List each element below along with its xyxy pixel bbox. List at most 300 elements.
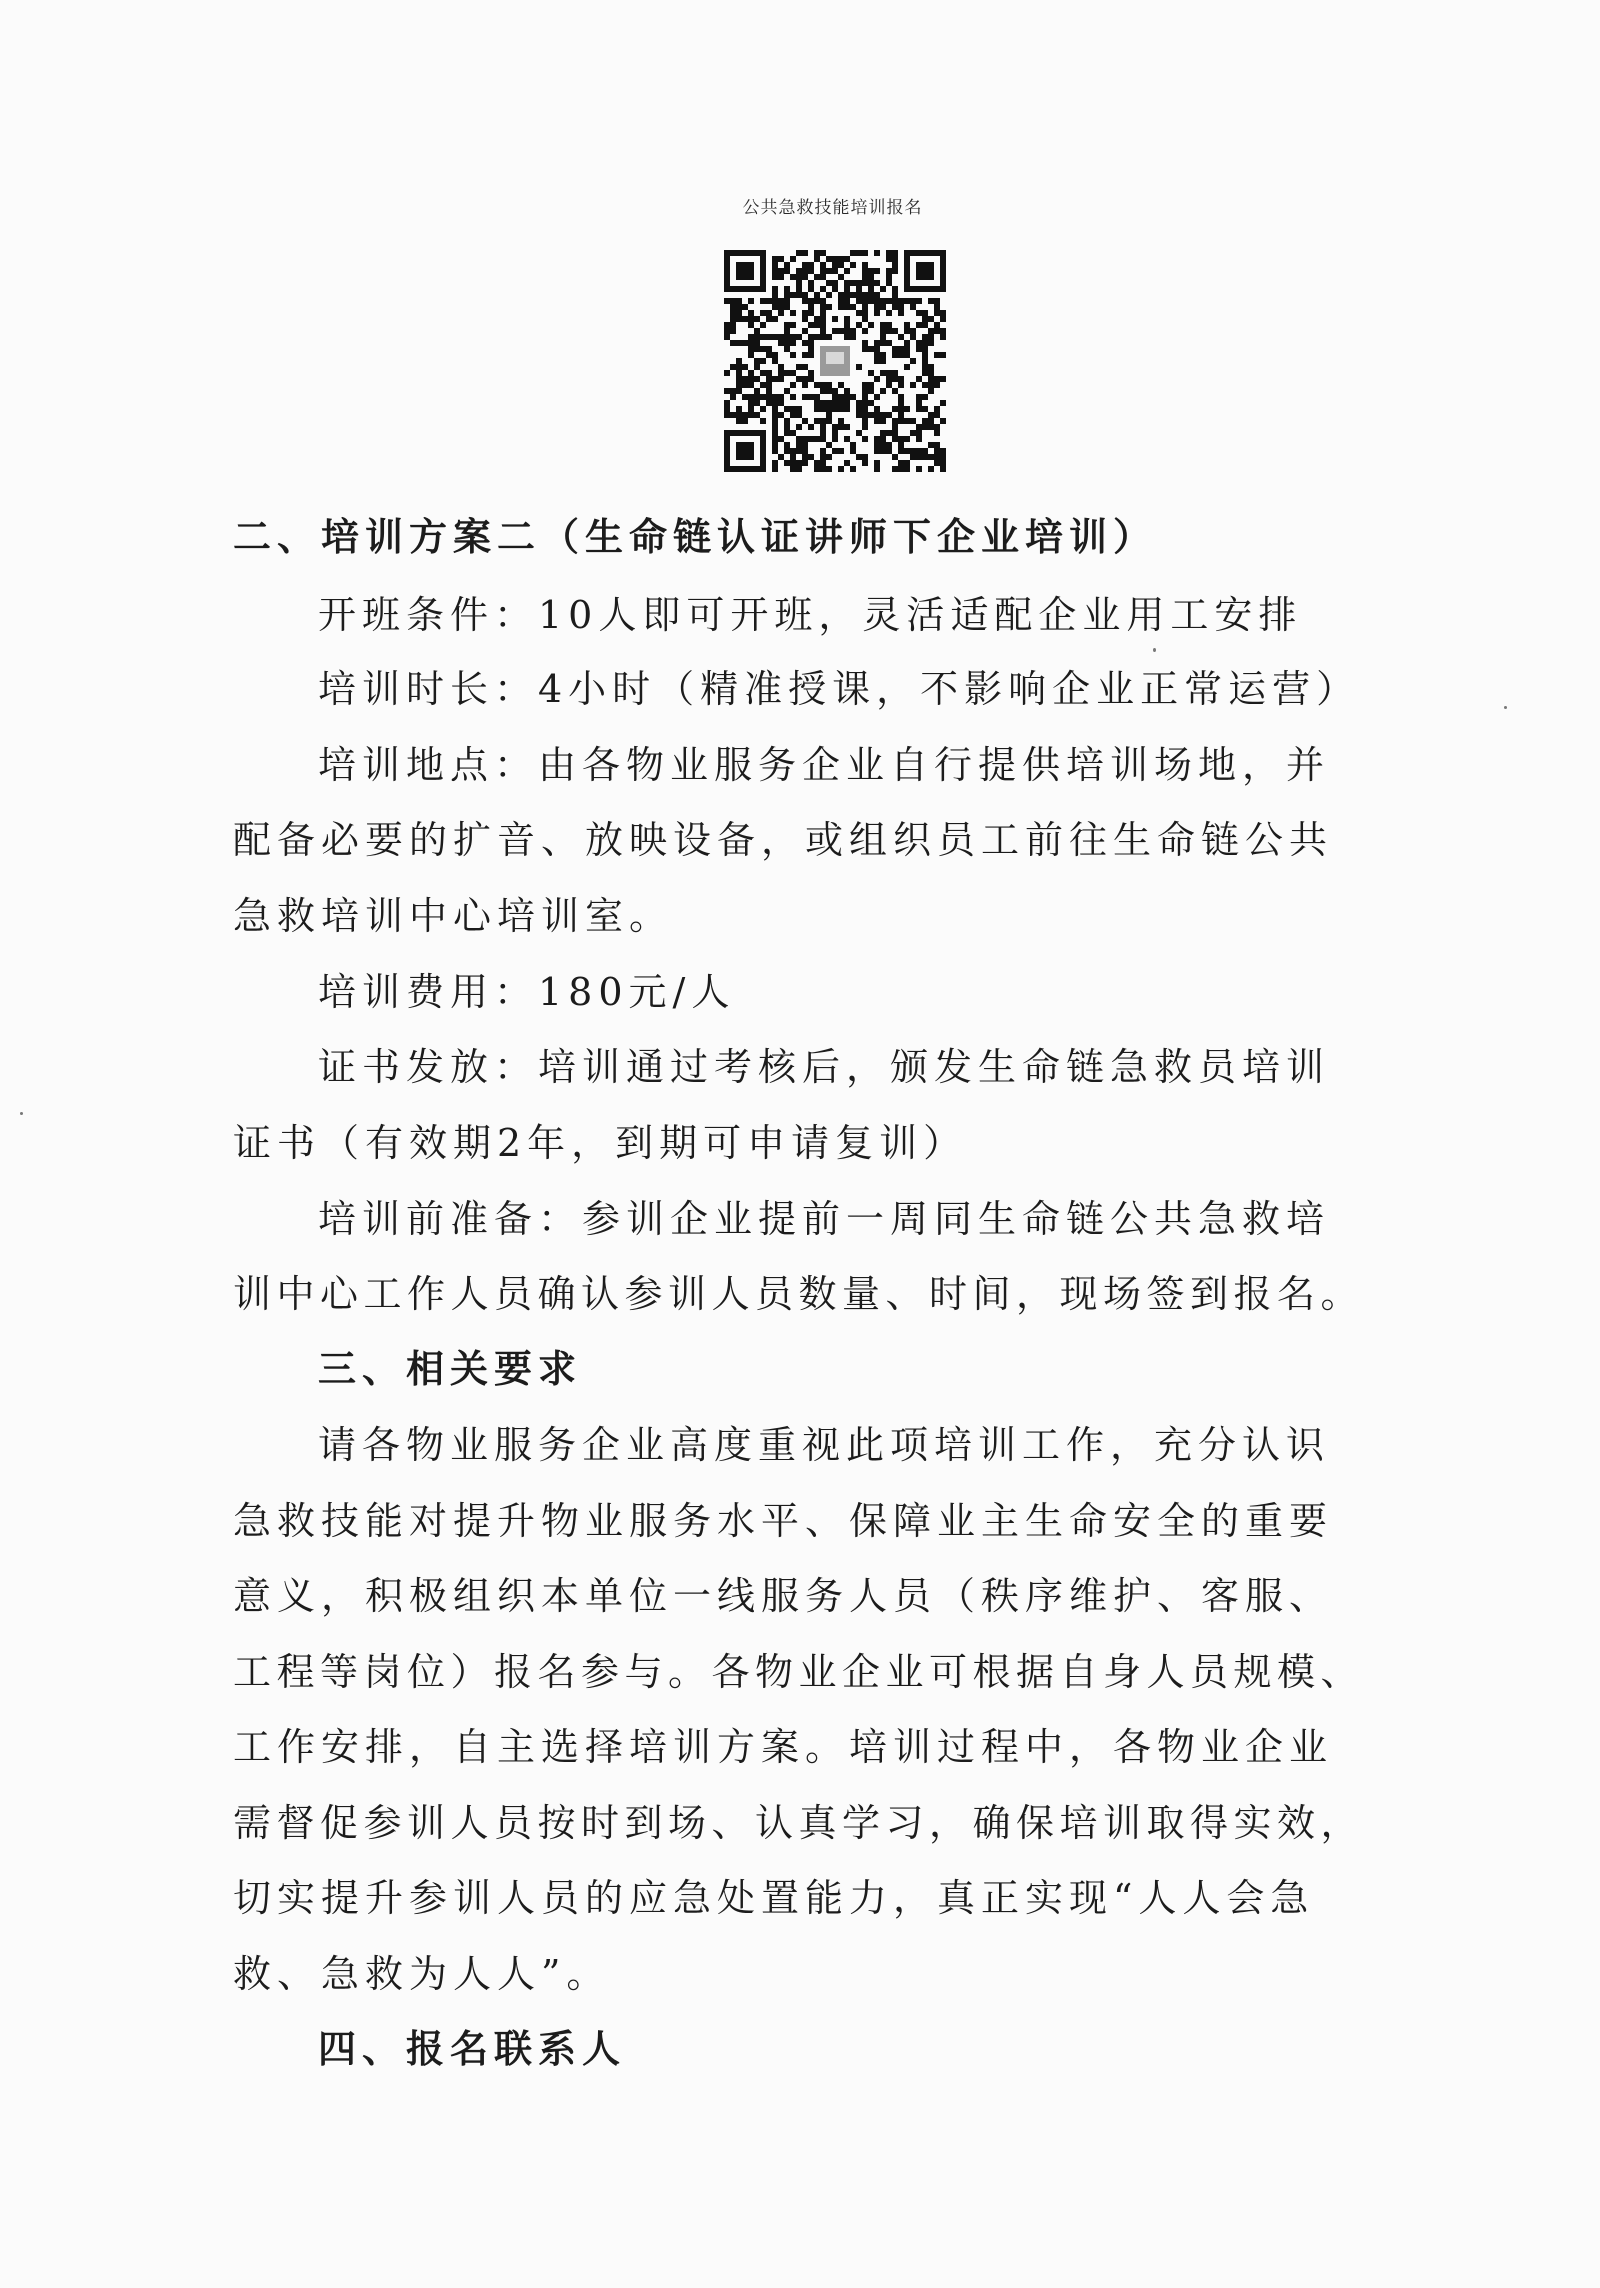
- qr-module: [928, 442, 934, 448]
- qr-module: [928, 298, 934, 304]
- qr-module: [844, 388, 850, 394]
- qr-module: [928, 388, 934, 394]
- qr-module: [862, 262, 868, 268]
- qr-module: [808, 346, 814, 352]
- qr-module: [790, 466, 796, 472]
- qr-module: [724, 322, 730, 328]
- qr-module: [916, 430, 922, 436]
- qr-module: [820, 304, 826, 310]
- qr-module: [736, 310, 742, 316]
- qr-module: [898, 400, 904, 406]
- paragraph-line: 工作安排，自主选择培训方案。培训过程中，各物业企业: [233, 1725, 1334, 1769]
- qr-module: [862, 406, 868, 412]
- qr-module: [940, 334, 946, 340]
- qr-module: [784, 406, 790, 412]
- qr-module: [826, 268, 832, 274]
- qr-module: [928, 424, 934, 430]
- qr-module: [880, 340, 886, 346]
- qr-module: [862, 340, 868, 346]
- qr-module: [886, 382, 892, 388]
- qr-module: [928, 466, 934, 472]
- qr-module: [784, 292, 790, 298]
- qr-module: [868, 274, 874, 280]
- paragraph-line: 急救培训中心培训室。: [233, 894, 674, 938]
- qr-module: [934, 412, 940, 418]
- qr-module: [766, 376, 772, 382]
- qr-module: [802, 328, 808, 334]
- qr-module: [784, 346, 790, 352]
- qr-module: [886, 328, 892, 334]
- qr-module: [862, 268, 868, 274]
- qr-module: [874, 352, 880, 358]
- qr-module: [916, 406, 922, 412]
- qr-module: [802, 418, 808, 424]
- qr-module: [898, 310, 904, 316]
- qr-module: [760, 394, 766, 400]
- qr-module: [766, 382, 772, 388]
- qr-module: [898, 376, 904, 382]
- qr-module: [922, 334, 928, 340]
- qr-module: [796, 442, 802, 448]
- qr-module: [940, 418, 946, 424]
- qr-module: [874, 310, 880, 316]
- qr-code-icon[interactable]: [724, 250, 946, 472]
- qr-module: [778, 340, 784, 346]
- qr-module: [880, 298, 886, 304]
- qr-module: [730, 328, 736, 334]
- qr-module: [880, 430, 886, 436]
- qr-module: [928, 382, 934, 388]
- qr-module: [844, 424, 850, 430]
- qr-module: [742, 382, 748, 388]
- qr-module: [724, 334, 730, 340]
- qr-module: [772, 400, 778, 406]
- qr-module: [790, 334, 796, 340]
- qr-module: [916, 436, 922, 442]
- qr-module: [778, 394, 784, 400]
- qr-module: [802, 316, 808, 322]
- qr-module: [898, 448, 904, 454]
- qr-module: [922, 340, 928, 346]
- scan-speck: [1153, 648, 1156, 652]
- qr-module: [850, 466, 856, 472]
- qr-module: [850, 334, 856, 340]
- qr-module: [940, 352, 946, 358]
- qr-module: [778, 268, 784, 274]
- section-heading-requirements: 三、相关要求: [318, 1346, 583, 1391]
- qr-module: [808, 334, 814, 340]
- qr-module: [886, 448, 892, 454]
- qr-module: [922, 364, 928, 370]
- qr-module: [766, 388, 772, 394]
- qr-module: [754, 328, 760, 334]
- qr-module: [940, 328, 946, 334]
- scan-speck: [20, 1112, 23, 1115]
- qr-module: [766, 334, 772, 340]
- qr-module: [844, 460, 850, 466]
- qr-module: [886, 442, 892, 448]
- qr-module: [802, 454, 808, 460]
- qr-module: [796, 274, 802, 280]
- qr-module: [910, 418, 916, 424]
- qr-module: [874, 292, 880, 298]
- qr-module: [856, 292, 862, 298]
- qr-module: [838, 400, 844, 406]
- qr-module: [862, 424, 868, 430]
- qr-module: [844, 280, 850, 286]
- qr-module: [844, 292, 850, 298]
- qr-module: [844, 322, 850, 328]
- qr-module: [730, 388, 736, 394]
- qr-module: [766, 352, 772, 358]
- qr-module: [898, 346, 904, 352]
- qr-module: [934, 328, 940, 334]
- qr-module: [826, 304, 832, 310]
- qr-module: [838, 382, 844, 388]
- qr-module: [826, 406, 832, 412]
- qr-module: [796, 460, 802, 466]
- qr-module: [892, 424, 898, 430]
- qr-module: [916, 424, 922, 430]
- qr-module: [826, 442, 832, 448]
- qr-module: [826, 454, 832, 460]
- qr-module: [784, 304, 790, 310]
- qr-module: [850, 292, 856, 298]
- qr-module: [748, 316, 754, 322]
- qr-module: [748, 340, 754, 346]
- qr-module: [892, 430, 898, 436]
- qr-module: [892, 328, 898, 334]
- qr-module: [862, 310, 868, 316]
- qr-module: [748, 322, 754, 328]
- paragraph-line: 急救技能对提升物业服务水平、保障业主生命安全的重要: [233, 1499, 1334, 1543]
- qr-module: [874, 406, 880, 412]
- paragraph-line: 切实提升参训人员的应急处置能力，真正实现“人人会急: [233, 1876, 1315, 1920]
- qr-module: [820, 310, 826, 316]
- qr-module: [856, 430, 862, 436]
- qr-module: [880, 388, 886, 394]
- qr-module: [754, 412, 760, 418]
- qr-module: [850, 442, 856, 448]
- qr-module: [724, 328, 730, 334]
- qr-module: [748, 382, 754, 388]
- qr-module: [730, 316, 736, 322]
- qr-module: [814, 322, 820, 328]
- qr-module: [808, 268, 814, 274]
- qr-module: [802, 448, 808, 454]
- qr-module: [778, 274, 784, 280]
- qr-module: [802, 460, 808, 466]
- qr-module: [874, 298, 880, 304]
- qr-module: [748, 412, 754, 418]
- qr-module: [886, 340, 892, 346]
- qr-module: [772, 298, 778, 304]
- qr-module: [940, 460, 946, 466]
- qr-module: [808, 286, 814, 292]
- qr-module: [910, 304, 916, 310]
- qr-module: [928, 412, 934, 418]
- paragraph-line: 工程等岗位）报名参与。各物业企业可根据自身人员规模、: [233, 1650, 1365, 1694]
- qr-module: [856, 412, 862, 418]
- qr-module: [790, 310, 796, 316]
- paragraph-line: 救、急救为人人”。: [233, 1952, 611, 1996]
- qr-module: [868, 268, 874, 274]
- qr-module: [844, 256, 850, 262]
- qr-module: [814, 334, 820, 340]
- qr-module: [814, 316, 820, 322]
- qr-module: [784, 448, 790, 454]
- qr-module: [748, 376, 754, 382]
- qr-module: [796, 286, 802, 292]
- qr-module: [892, 466, 898, 472]
- qr-module: [898, 466, 904, 472]
- qr-module: [940, 310, 946, 316]
- qr-module: [802, 436, 808, 442]
- qr-module: [796, 466, 802, 472]
- qr-module: [814, 256, 820, 262]
- qr-module: [874, 442, 880, 448]
- qr-module: [910, 448, 916, 454]
- qr-module: [940, 454, 946, 460]
- qr-module: [856, 310, 862, 316]
- qr-module: [850, 262, 856, 268]
- qr-module: [928, 328, 934, 334]
- qr-module: [754, 388, 760, 394]
- qr-module: [736, 388, 742, 394]
- qr-module: [766, 370, 772, 376]
- qr-module: [730, 304, 736, 310]
- qr-module: [934, 448, 940, 454]
- qr-module: [790, 454, 796, 460]
- qr-module: [832, 448, 838, 454]
- qr-module: [868, 388, 874, 394]
- qr-module: [802, 250, 808, 256]
- qr-module: [826, 412, 832, 418]
- qr-module: [784, 322, 790, 328]
- qr-module: [838, 328, 844, 334]
- qr-module: [826, 382, 832, 388]
- qr-module: [898, 298, 904, 304]
- qr-module: [796, 292, 802, 298]
- qr-module: [802, 394, 808, 400]
- qr-module: [898, 394, 904, 400]
- qr-module: [928, 376, 934, 382]
- qr-module: [856, 400, 862, 406]
- qr-module: [820, 406, 826, 412]
- qr-module: [778, 436, 784, 442]
- qr-module: [754, 400, 760, 406]
- qr-module: [874, 280, 880, 286]
- qr-module: [790, 460, 796, 466]
- qr-module: [724, 400, 730, 406]
- qr-module: [802, 376, 808, 382]
- qr-module: [790, 292, 796, 298]
- qr-module: [802, 352, 808, 358]
- qr-module: [892, 292, 898, 298]
- qr-module: [892, 262, 898, 268]
- qr-module: [886, 310, 892, 316]
- qr-module: [898, 406, 904, 412]
- qr-module: [880, 418, 886, 424]
- qr-module: [934, 376, 940, 382]
- qr-module: [814, 460, 820, 466]
- qr-module: [820, 328, 826, 334]
- qr-module: [748, 370, 754, 376]
- qr-module: [844, 316, 850, 322]
- qr-module: [940, 376, 946, 382]
- qr-module: [880, 322, 886, 328]
- qr-module: [832, 256, 838, 262]
- qr-module: [874, 466, 880, 472]
- qr-module: [916, 376, 922, 382]
- qr-module: [922, 418, 928, 424]
- qr-module: [886, 256, 892, 262]
- qr-module: [772, 412, 778, 418]
- qr-module: [922, 382, 928, 388]
- qr-module: [730, 394, 736, 400]
- qr-module: [880, 448, 886, 454]
- qr-module: [796, 280, 802, 286]
- qr-module: [880, 328, 886, 334]
- qr-module: [892, 250, 898, 256]
- paragraph-line: 证书发放：培训通过考核后，颁发生命链急救员培训: [318, 1045, 1331, 1089]
- paragraph-line: 意义，积极组织本单位一线服务人员（秩序维护、客服、: [233, 1574, 1334, 1618]
- qr-module: [826, 256, 832, 262]
- qr-module: [916, 466, 922, 472]
- qr-module: [934, 352, 940, 358]
- qr-module: [856, 364, 862, 370]
- qr-module: [922, 394, 928, 400]
- qr-module: [892, 352, 898, 358]
- qr-module: [880, 352, 886, 358]
- qr-module: [814, 436, 820, 442]
- qr-module: [862, 328, 868, 334]
- qr-module: [862, 436, 868, 442]
- qr-module: [886, 370, 892, 376]
- qr-module: [736, 364, 742, 370]
- qr-module: [772, 430, 778, 436]
- qr-module: [808, 280, 814, 286]
- qr-module: [922, 406, 928, 412]
- qr-module: [772, 406, 778, 412]
- qr-module: [838, 406, 844, 412]
- qr-module: [832, 388, 838, 394]
- qr-module: [754, 364, 760, 370]
- qr-module: [880, 412, 886, 418]
- qr-module: [814, 382, 820, 388]
- qr-module: [880, 370, 886, 376]
- qr-module: [814, 250, 820, 256]
- qr-module: [934, 322, 940, 328]
- qr-module: [796, 376, 802, 382]
- qr-module: [850, 304, 856, 310]
- qr-module: [880, 358, 886, 364]
- qr-module: [790, 412, 796, 418]
- qr-module: [802, 298, 808, 304]
- qr-module: [826, 280, 832, 286]
- qr-module: [838, 424, 844, 430]
- qr-module: [874, 460, 880, 466]
- qr-module: [820, 418, 826, 424]
- qr-module: [832, 262, 838, 268]
- qr-module: [820, 424, 826, 430]
- qr-module: [814, 298, 820, 304]
- qr-module: [796, 448, 802, 454]
- qr-module: [754, 340, 760, 346]
- qr-module: [820, 268, 826, 274]
- paragraph-line: 培训费用：180元/人: [318, 970, 736, 1014]
- qr-module: [904, 298, 910, 304]
- qr-module: [904, 328, 910, 334]
- qr-module: [814, 466, 820, 472]
- qr-module: [838, 418, 844, 424]
- qr-module: [874, 412, 880, 418]
- qr-module: [790, 322, 796, 328]
- qr-module: [832, 424, 838, 430]
- qr-module: [820, 436, 826, 442]
- qr-module: [928, 418, 934, 424]
- qr-module: [826, 400, 832, 406]
- qr-module: [790, 448, 796, 454]
- qr-module: [868, 292, 874, 298]
- qr-module: [862, 400, 868, 406]
- qr-module: [862, 454, 868, 460]
- qr-module: [868, 346, 874, 352]
- qr-module: [826, 388, 832, 394]
- qr-module: [730, 340, 736, 346]
- qr-module: [868, 412, 874, 418]
- qr-module: [760, 382, 766, 388]
- qr-module: [748, 298, 754, 304]
- qr-module: [850, 448, 856, 454]
- qr-module: [820, 316, 826, 322]
- qr-module: [862, 274, 868, 280]
- qr-module: [766, 298, 772, 304]
- qr-module: [844, 268, 850, 274]
- qr-module: [826, 334, 832, 340]
- paragraph-line: 请各物业服务企业高度重视此项培训工作，充分认识: [318, 1423, 1331, 1467]
- paragraph-line: 需督促参训人员按时到场、认真学习，确保培训取得实效，: [233, 1801, 1365, 1845]
- qr-module: [772, 304, 778, 310]
- qr-module: [928, 454, 934, 460]
- qr-module: [760, 298, 766, 304]
- qr-module: [898, 418, 904, 424]
- qr-module: [772, 460, 778, 466]
- qr-module: [904, 418, 910, 424]
- qr-module: [904, 406, 910, 412]
- qr-module: [748, 334, 754, 340]
- qr-module: [832, 394, 838, 400]
- qr-module: [742, 364, 748, 370]
- qr-module: [874, 448, 880, 454]
- qr-module: [820, 400, 826, 406]
- qr-module: [808, 454, 814, 460]
- qr-module: [922, 358, 928, 364]
- qr-module: [790, 352, 796, 358]
- qr-module: [784, 298, 790, 304]
- qr-module: [772, 466, 778, 472]
- qr-module: [814, 292, 820, 298]
- qr-module: [838, 394, 844, 400]
- qr-module: [754, 358, 760, 364]
- qr-module: [874, 358, 880, 364]
- qr-module: [892, 388, 898, 394]
- qr-module: [898, 304, 904, 310]
- qr-module: [808, 436, 814, 442]
- qr-module: [856, 322, 862, 328]
- qr-module: [904, 340, 910, 346]
- qr-module: [826, 466, 832, 472]
